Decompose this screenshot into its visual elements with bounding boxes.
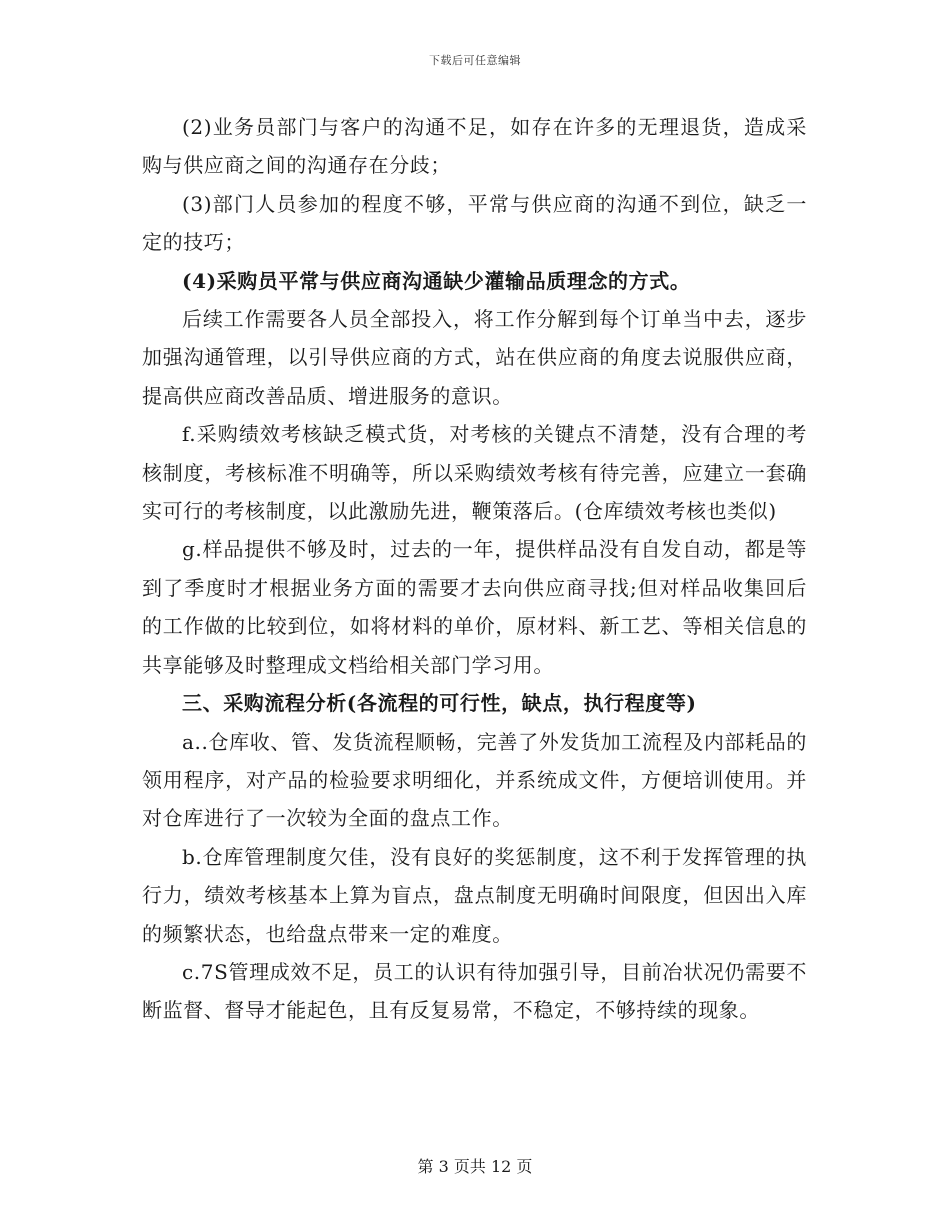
paragraph-f-performance: f.采购绩效考核缺乏模式货，对考核的关键点不清楚，没有合理的考核制度，考核标准不明确等，所以采购绩效考核有待完善，应建立一套确实可行的考核制度，以此激励先进，鞭策落后。(仓库绩效考核也类似) bbox=[142, 422, 807, 524]
paragraph-g-samples: g.样品提供不够及时，过去的一年，提供样品没有自发自动，都是等到了季度时才根据业务方面的需要才去向供应商寻找;但对样品收集回后的工作做的比较到位，如将材料的单价，原材料、新工艺、等相关信息的共享能够及时整理成文档给相关部门学习用。 bbox=[142, 537, 807, 677]
paragraph-followup: 后续工作需要各人员全部投入，将工作分解到每个订单当中去，逐步加强沟通管理，以引导供应商的方式，站在供应商的角度去说服供应商，提高供应商改善品质、增进服务的意识。 bbox=[142, 307, 807, 408]
page-footer-page-number: 第 3 页共 12 页 bbox=[417, 1157, 533, 1176]
paragraph-item-4-bold: (4)采购员平常与供应商沟通缺少灌输品质理念的方式。 bbox=[182, 268, 691, 293]
paragraph-c-7s-management: c.7S管理成效不足，员工的认识有待加强引导，目前冶状况仍需要不断监督、督导才能起色，且有反复易常，不稳定，不够持续的现象。 bbox=[142, 959, 807, 1023]
paragraph-a-warehouse-flow: a..仓库收、管、发货流程顺畅，完善了外发货加工流程及内部耗品的领用程序，对产品的检验要求明细化，并系统成文件，方便培训使用。并对仓库进行了一次较为全面的盘点工作。 bbox=[142, 729, 807, 831]
page-header: 下载后可任意编辑 bbox=[429, 54, 521, 67]
document-body bbox=[142, 108, 807, 1030]
section-heading-process-analysis: 三、采购流程分析(各流程的可行性，缺点，执行程度等) bbox=[182, 691, 697, 716]
paragraph-item-3: (3)部门人员参加的程度不够，平常与供应商的沟通不到位，缺乏一定的技巧； bbox=[142, 191, 807, 255]
paragraph-b-warehouse-management: b.仓库管理制度欠佳，没有良好的奖惩制度，这不利于发挥管理的执行力，绩效考核基本上算为盲点，盘点制度无明确时间限度，但因出入库的频繁状态，也给盘点带来一定的难度。 bbox=[142, 844, 807, 946]
paragraph-item-2: (2)业务员部门与客户的沟通不足，如存在许多的无理退货，造成采购与供应商之间的沟通存在分歧； bbox=[142, 115, 807, 178]
